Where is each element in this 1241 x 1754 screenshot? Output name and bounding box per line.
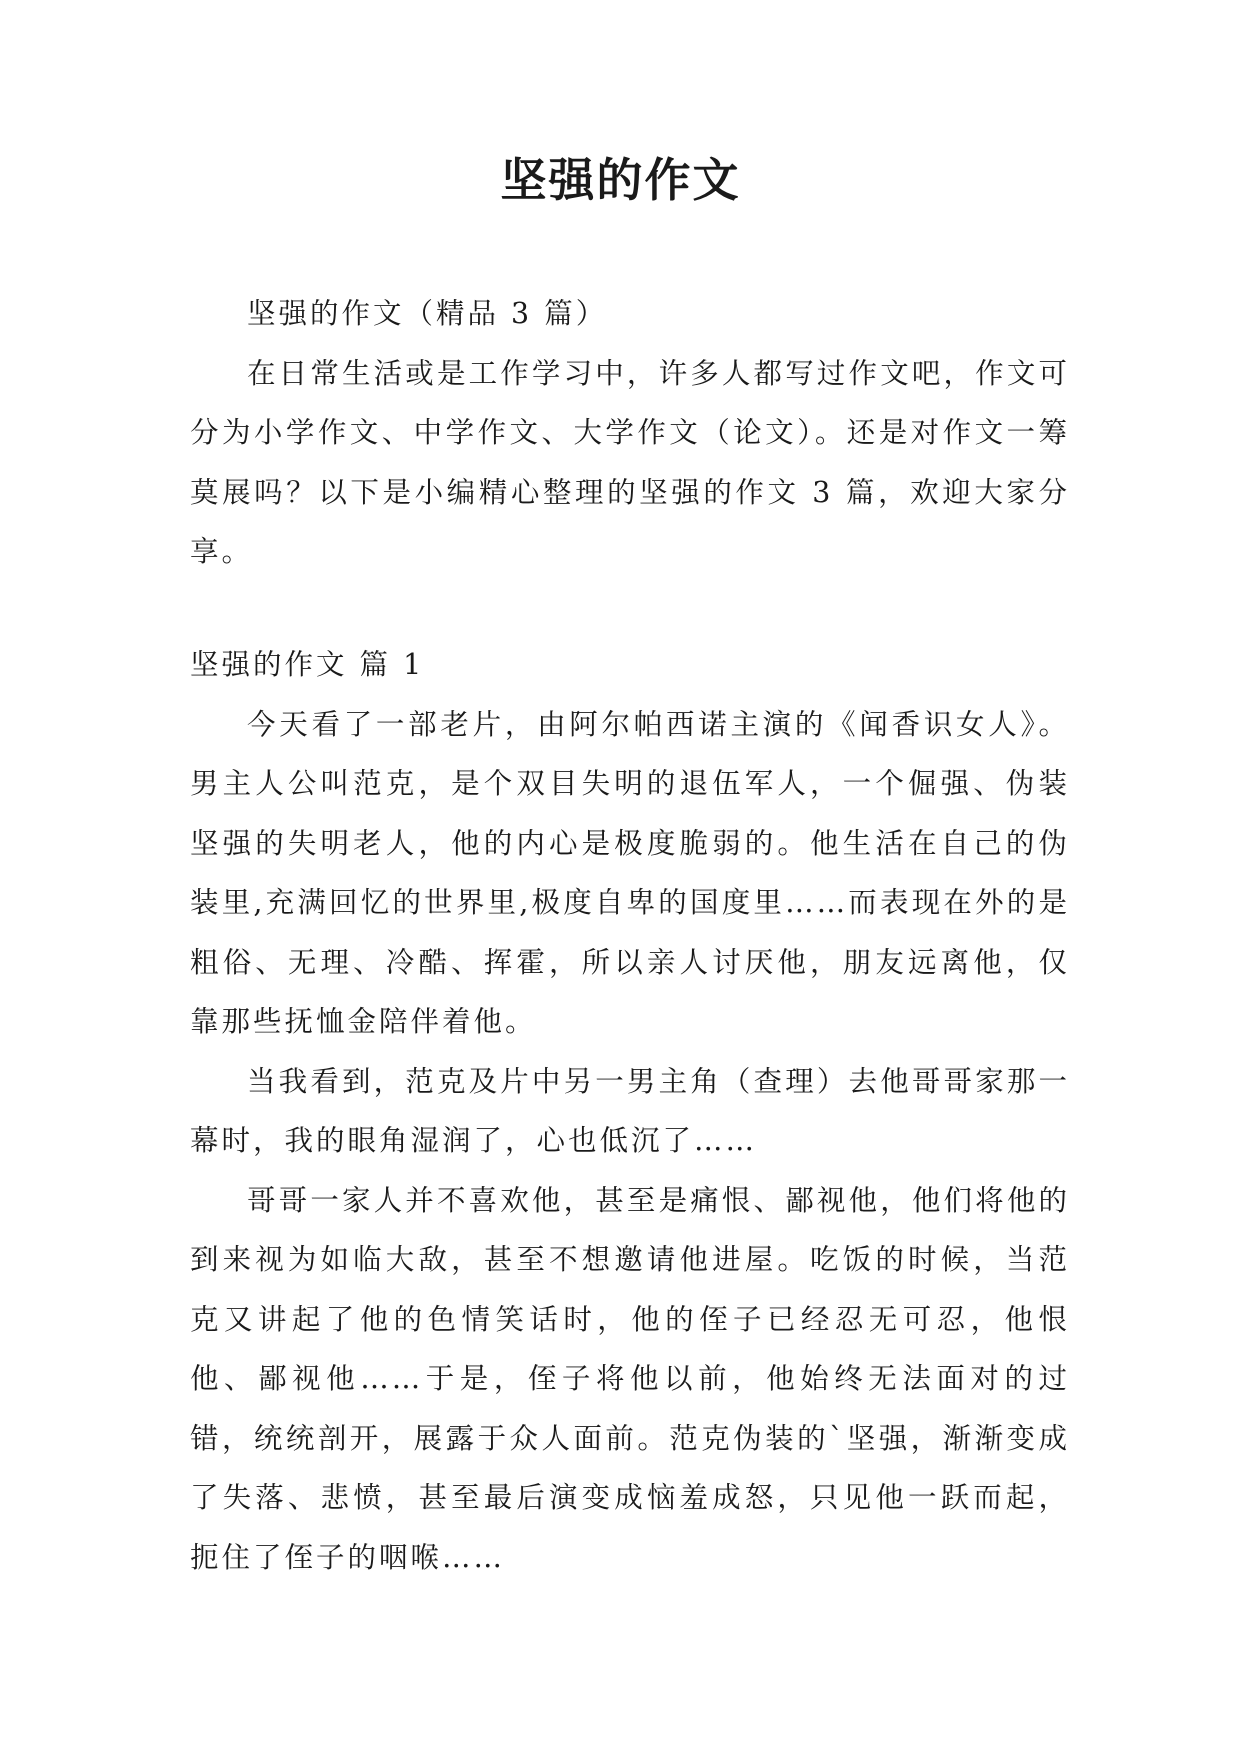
section-paragraph-2: 当我看到，范克及片中另一男主角（查理）去他哥哥家那一幕时，我的眼角湿润了，心也低沉了……	[190, 1064, 1070, 1157]
document-title: 坚强的作文	[500, 153, 741, 207]
section-paragraph-1: 今天看了一部老片，由阿尔帕西诺主演的《闻香识女人》。男主人公叫范克，是个双目失明的退伍军人，一个倔强、伪装坚强的失明老人，他的内心是极度脆弱的。他生活在自己的伪装里,充满回忆的世界里,极度自卑的国度里……而表现在外的是粗俗、无理、冷酷、挥霍，所以亲人讨厌他，朋友远离他，仅靠那些抚恤金陪伴着他。	[190, 707, 1070, 1038]
section-heading: 坚强的作文 篇 1	[190, 648, 425, 681]
intro-paragraph: 在日常生活或是工作学习中，许多人都写过作文吧，作文可分为小学作文、中学作文、大学作文（论文）。还是对作文一筹莫展吗？以下是小编精心整理的坚强的作文 3 篇，欢迎大家分享。	[190, 356, 1070, 568]
intro-block	[190, 284, 1070, 582]
section-paragraph-3: 哥哥一家人并不喜欢他，甚至是痛恨、鄙视他，他们将他的到来视为如临大敌，甚至不想邀请他进屋。吃饭的时候，当范克又讲起了他的色情笑话时，他的侄子已经忍无可忍，他恨他、鄙视他……于是，侄子将他以前，他始终无法面对的过错，统统剖开，展露于众人面前。范克伪装的`坚强，渐渐变成了失落、悲愤，甚至最后演变成恼羞成怒，只见他一跃而起，扼住了侄子的咽喉……	[190, 1183, 1070, 1574]
intro-subtitle: 坚强的作文（精品 3 篇）	[247, 297, 608, 330]
section-1	[190, 635, 1070, 1587]
